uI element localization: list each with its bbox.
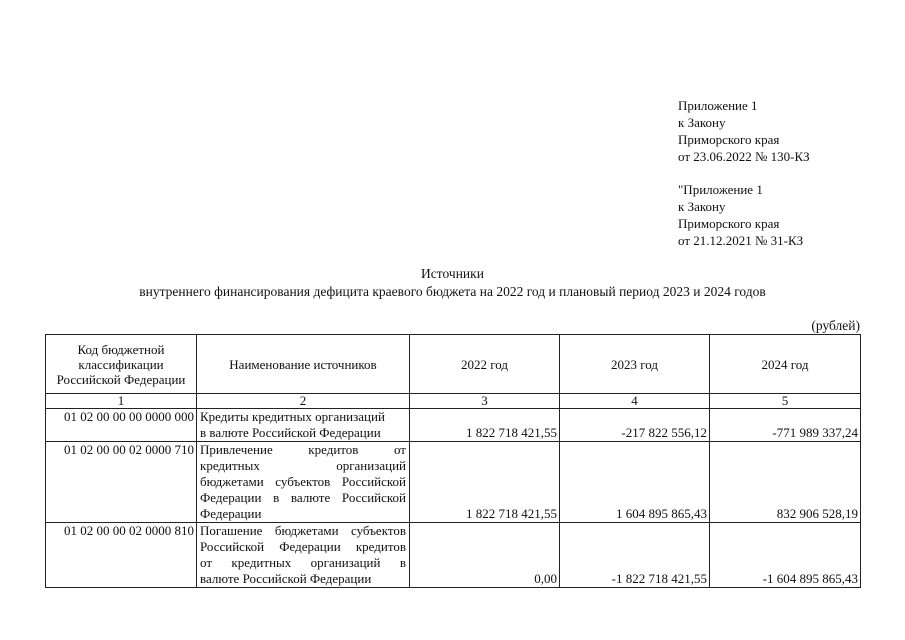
table-header-row bbox=[46, 335, 861, 394]
row-value-2023: -217 822 556,12 bbox=[560, 409, 710, 442]
header-2022: 2022 год bbox=[410, 335, 560, 394]
row-name-line: Погашение бюджетами субъектов bbox=[200, 523, 406, 538]
row-code: 01 02 00 00 02 0000 710 bbox=[46, 442, 197, 523]
financing-sources-table bbox=[45, 334, 861, 588]
appendix-line: Приморского края bbox=[678, 216, 780, 231]
row-name bbox=[197, 523, 410, 588]
document-subtitle: внутреннего финансирования дефицита краевого бюджета на 2022 год и плановый период 2023 и 2024 годов bbox=[139, 284, 766, 299]
row-name-line: бюджетами субъектов Российской bbox=[200, 474, 406, 489]
appendix-line: "Приложение 1 bbox=[678, 182, 763, 197]
header-code bbox=[46, 335, 197, 394]
row-value-2022: 1 822 718 421,55 bbox=[410, 442, 560, 523]
row-name-line: кредитных организаций bbox=[200, 458, 406, 473]
row-name-line: Привлечение кредитов от bbox=[200, 442, 406, 457]
header-2024: 2024 год bbox=[710, 335, 861, 394]
column-number: 1 bbox=[46, 394, 197, 409]
table-row bbox=[46, 523, 861, 588]
column-number: 5 bbox=[710, 394, 861, 409]
document-title: Источники bbox=[421, 266, 484, 281]
row-name bbox=[197, 409, 410, 442]
appendix-line: к Закону bbox=[678, 115, 726, 130]
appendix-previous-reference bbox=[678, 181, 803, 249]
header-line: Российской Федерации bbox=[56, 371, 186, 387]
column-number: 4 bbox=[560, 394, 710, 409]
appendix-line: Приморского края bbox=[678, 132, 780, 147]
table-row bbox=[46, 442, 861, 523]
appendix-line: к Закону bbox=[678, 199, 726, 214]
row-name-line: от кредитных организаций в bbox=[200, 555, 406, 570]
row-code: 01 02 00 00 02 0000 810 bbox=[46, 523, 197, 588]
row-value-2024: -771 989 337,24 bbox=[710, 409, 861, 442]
row-name-line: Кредиты кредитных организаций bbox=[200, 409, 385, 424]
row-value-2023: -1 822 718 421,55 bbox=[560, 523, 710, 588]
column-number: 2 bbox=[197, 394, 410, 409]
column-number: 3 bbox=[410, 394, 560, 409]
appendix-current-reference bbox=[678, 97, 810, 165]
row-value-2022: 1 822 718 421,55 bbox=[410, 409, 560, 442]
row-name bbox=[197, 442, 410, 523]
column-number-row bbox=[46, 394, 861, 409]
appendix-line: от 23.06.2022 № 130-КЗ bbox=[678, 149, 810, 164]
row-name-line: Российской Федерации кредитов bbox=[200, 539, 406, 554]
appendix-line: от 21.12.2021 № 31-КЗ bbox=[678, 233, 804, 248]
header-line: классификации bbox=[78, 356, 164, 372]
row-value-2023: 1 604 895 865,43 bbox=[560, 442, 710, 523]
row-code: 01 02 00 00 00 0000 000 bbox=[46, 409, 197, 442]
row-value-2024: 832 906 528,19 bbox=[710, 442, 861, 523]
row-value-2024: -1 604 895 865,43 bbox=[710, 523, 861, 588]
row-name-line: Федерации bbox=[200, 506, 262, 521]
header-name: Наименование источников bbox=[197, 335, 410, 394]
units-label: (рублей) bbox=[811, 318, 860, 333]
header-2023: 2023 год bbox=[560, 335, 710, 394]
row-name-line: Федерации в валюте Российской bbox=[200, 490, 406, 505]
table-row bbox=[46, 409, 861, 442]
row-name-line: валюте Российской Федерации bbox=[200, 571, 372, 586]
row-value-2022: 0,00 bbox=[410, 523, 560, 588]
header-line: Код бюджетной bbox=[77, 341, 165, 357]
appendix-line: Приложение 1 bbox=[678, 98, 758, 113]
row-name-line: в валюте Российской Федерации bbox=[200, 425, 381, 440]
